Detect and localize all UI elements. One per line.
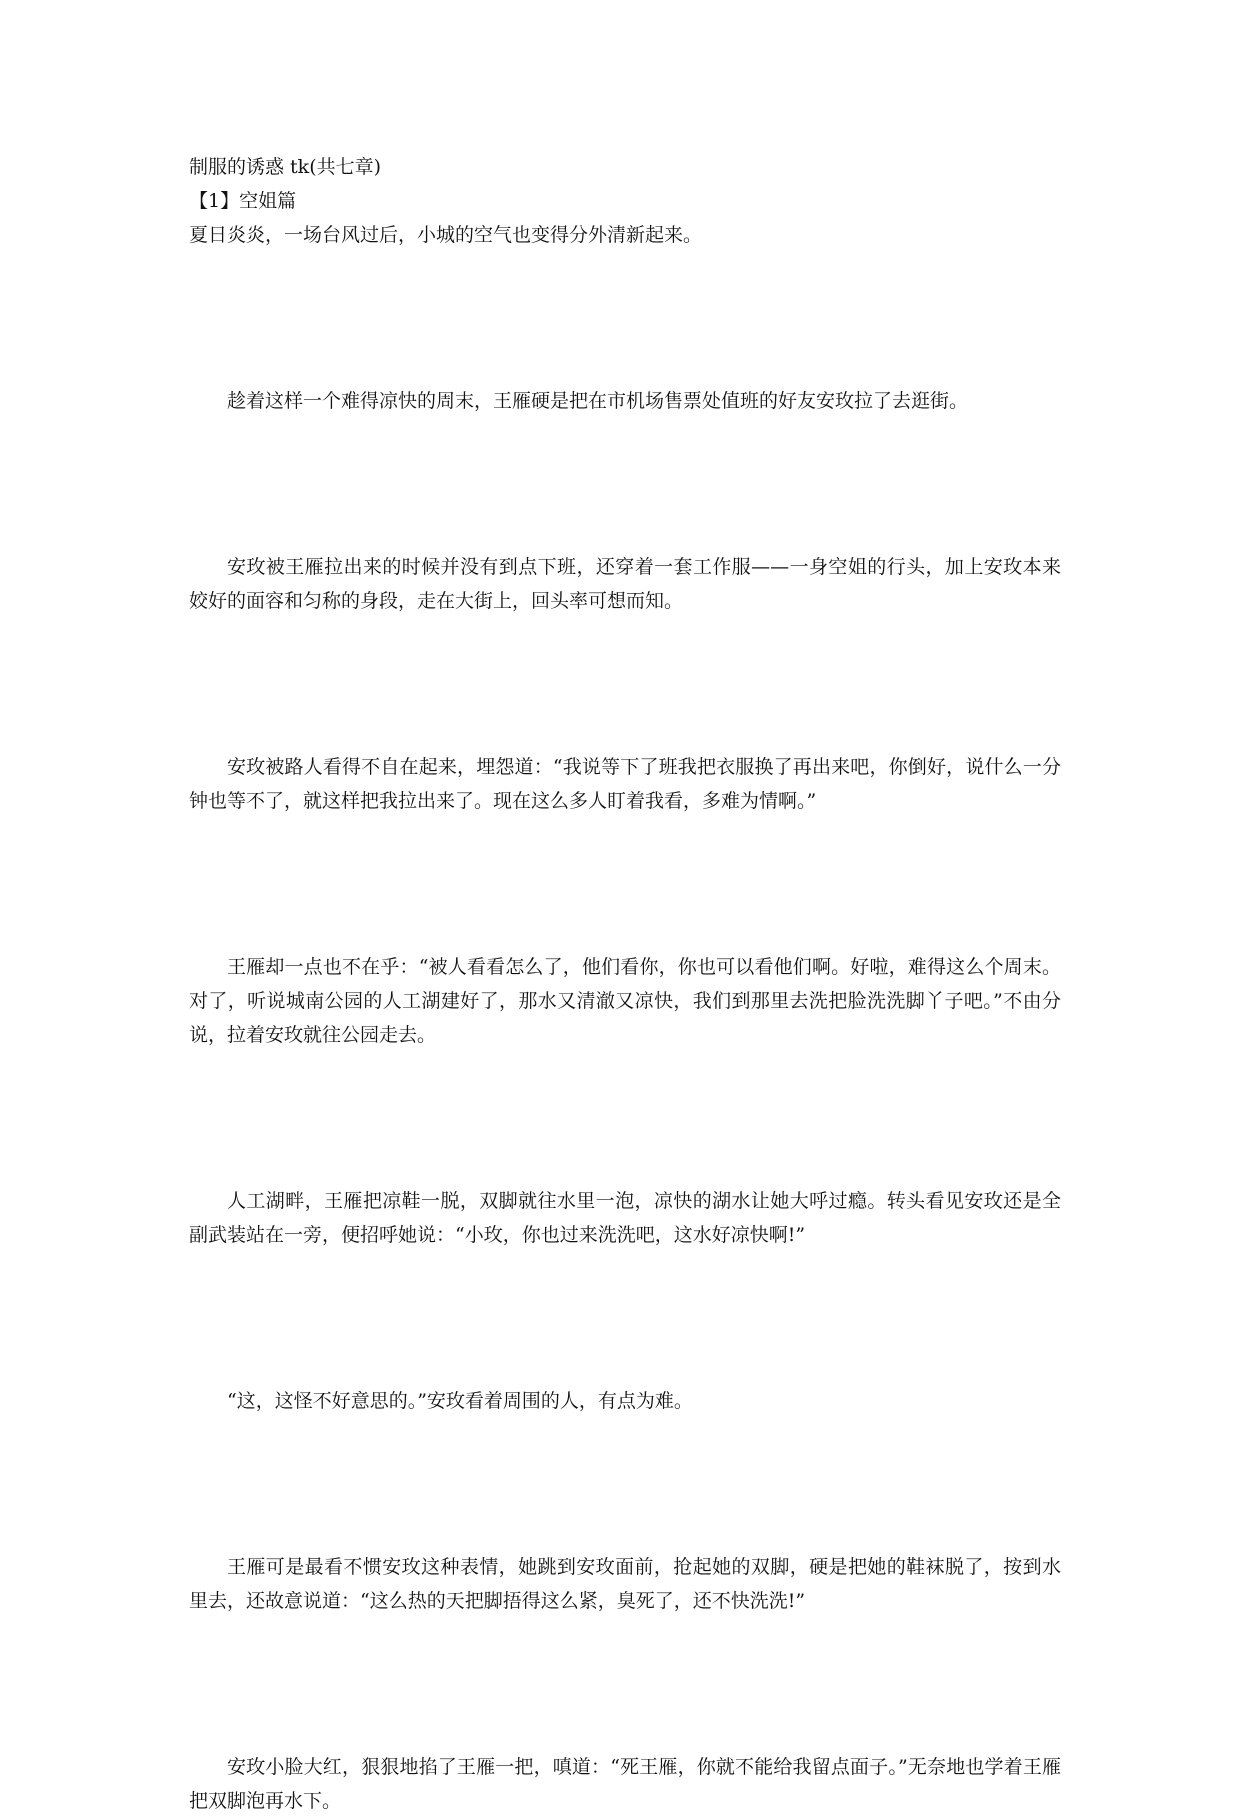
- paragraph-8: 安玫小脸大红，狠狠地掐了王雁一把，嗔道：“死王雁，你就不能给我留点面子。”无奈地也学着王雁把双脚泡再水下。: [189, 1756, 1061, 1812]
- paragraph-spacer: [189, 1052, 1061, 1184]
- paragraph-spacer: [189, 1618, 1061, 1750]
- paragraph-1: 趁着这样一个难得凉快的周末，王雁硬是把在市机场售票处值班的好友安玫拉了去逛街。: [227, 390, 969, 412]
- paragraph-spacer: [189, 1418, 1061, 1550]
- paragraph-5: 人工湖畔，王雁把凉鞋一脱，双脚就往水里一泡，凉快的湖水让她大呼过瘾。转头看见安玫还是全副武装站在一旁，便招呼她说：“小玫，你也过来洗洗吧，这水好凉快啊!”: [189, 1190, 1061, 1246]
- paragraph-2: 安玫被王雁拉出来的时候并没有到点下班，还穿着一套工作服——一身空姐的行头，加上安玫本来姣好的面容和匀称的身段，走在大街上，回头率可想而知。: [189, 556, 1061, 612]
- intro-paragraph: 夏日炎炎，一场台风过后，小城的空气也变得分外清新起来。: [189, 224, 703, 246]
- document-body: [189, 150, 1061, 1818]
- document-title: 制服的诱惑 tk(共七章): [189, 156, 382, 178]
- paragraph-spacer: [189, 1252, 1061, 1384]
- paragraph-spacer: [189, 818, 1061, 950]
- paragraph-spacer: [189, 418, 1061, 550]
- paragraph-6: “这，这怪不好意思的。”安玫看着周围的人，有点为难。: [227, 1390, 693, 1412]
- paragraph-3: 安玫被路人看得不自在起来，埋怨道：“我说等下了班我把衣服换了再出来吧，你倒好，说什么一分钟也等不了，就这样把我拉出来了。现在这么多人盯着我看，多难为情啊。”: [189, 756, 1061, 812]
- chapter-heading: 【1】空姐篇: [189, 190, 297, 212]
- paragraph-7: 王雁可是最看不惯安玫这种表情，她跳到安玫面前，抢起她的双脚，硬是把她的鞋袜脱了，按到水里去，还故意说道：“这么热的天把脚捂得这么紧，臭死了，还不快洗洗!”: [189, 1556, 1061, 1612]
- paragraph-4: 王雁却一点也不在乎：“被人看看怎么了，他们看你，你也可以看他们啊。好啦，难得这么个周末。对了，听说城南公园的人工湖建好了，那水又清澈又凉快，我们到那里去洗把脸洗洗脚丫子吧。”不由分说，拉着安玫就往公园走去。: [189, 956, 1061, 1046]
- paragraph-spacer: [189, 618, 1061, 750]
- paragraph-spacer: [189, 252, 1061, 384]
